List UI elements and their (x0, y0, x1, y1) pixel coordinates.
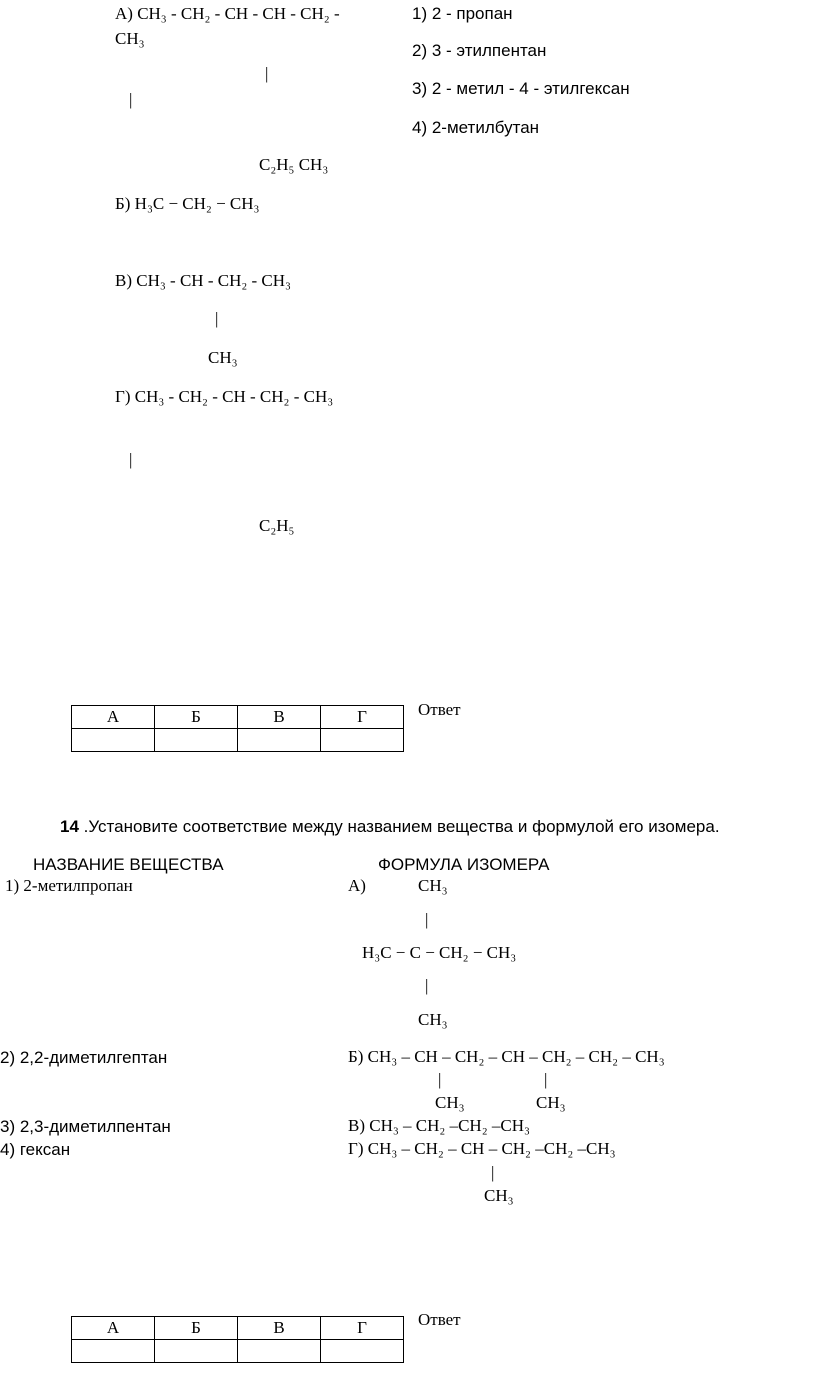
q14-answer-header-a: А (72, 1317, 155, 1340)
q14-prompt (60, 817, 720, 837)
q14-formula-g-main: Г) CH₃ – CH₂ – CH – CH₂ –CH₂ –CH₃ (348, 1139, 616, 1158)
q14-name-3: 3) 2,3-диметилпентан (0, 1117, 171, 1136)
q14-name-4: 4) гексан (0, 1140, 71, 1159)
q14-formula-a-bond-bottom: | (425, 976, 429, 995)
q13-formula-a-line2: CH₃ (115, 29, 145, 48)
q13-formula-a-bond-2: | (129, 90, 133, 109)
q13-option-2: 2) 3 - этилпентан (412, 41, 547, 60)
q13-formula-b: Б) H₃C − CH₂ − CH₃ (115, 194, 260, 213)
q13-formula-a-substituents: C₂H₅ CH₃ (259, 155, 329, 174)
q14-formula-b-sub-2: CH₃ (536, 1093, 566, 1112)
q14-answer-header-b: Б (155, 1317, 238, 1340)
q13-formula-a-line1: А) CH₃ - CH₂ - CH - CH - CH₂ - (115, 4, 340, 23)
q14-formula-g-sub: CH₃ (484, 1186, 514, 1205)
q14-name-1: 1) 2-метилпропан (5, 876, 133, 895)
q13-formula-v: В) CH₃ - CH - CH₂ - CH₃ (115, 271, 291, 290)
q14-answer-cell-b[interactable] (155, 1340, 238, 1363)
q14-answer-header-v: В (238, 1317, 321, 1340)
q13-formula-g-substituent: C₂H₅ (259, 516, 295, 535)
q13-answer-cell-a[interactable] (72, 729, 155, 752)
q13-formula-g: Г) CH₃ - CH₂ - CH - CH₂ - CH₃ (115, 387, 334, 406)
q14-answer-cell-a[interactable] (72, 1340, 155, 1363)
q14-formula-b-main: Б) CH₃ – CH – CH₂ – CH – CH₂ – CH₂ – CH₃ (348, 1047, 665, 1066)
q14-number: 14 (60, 817, 79, 836)
q14-answer-table (71, 1316, 404, 1363)
q14-formula-a-top: CH₃ (418, 876, 448, 895)
q13-option-3: 3) 2 - метил - 4 - этилгексан (412, 79, 630, 98)
q14-col-formula-header: ФОРМУЛА ИЗОМЕРА (378, 855, 550, 874)
q13-formula-v-substituent: CH₃ (208, 348, 238, 367)
q13-answer-cell-g[interactable] (321, 729, 404, 752)
q14-answer-cell-g[interactable] (321, 1340, 404, 1363)
q13-answer-header-v: В (238, 706, 321, 729)
q14-formula-b-sub-1: CH₃ (435, 1093, 465, 1112)
q14-formula-b-bond-2: | (544, 1070, 548, 1089)
q14-answer-header-g: Г (321, 1317, 404, 1340)
q14-formula-a-label: А) (348, 876, 366, 895)
q13-answer-table (71, 705, 404, 752)
q14-formula-a-bond-top: | (425, 910, 429, 929)
q13-answer-header-b: Б (155, 706, 238, 729)
q13-option-1: 1) 2 - пропан (412, 4, 513, 23)
q13-option-4: 4) 2-метилбутан (412, 118, 540, 137)
q13-formula-g-bond: | (129, 450, 133, 469)
q13-answer-header-g: Г (321, 706, 404, 729)
q14-answer-label: Ответ (418, 1310, 461, 1329)
q14-formula-v-main: В) CH₃ – CH₂ –CH₂ –CH₃ (348, 1116, 530, 1135)
q13-answer-header-a: А (72, 706, 155, 729)
q14-formula-g-bond: | (491, 1163, 495, 1182)
q13-answer-label: Ответ (418, 700, 461, 719)
q13-formula-v-bond: | (215, 309, 219, 328)
q14-answer-cell-v[interactable] (238, 1340, 321, 1363)
q14-formula-a-main: H₃C − C − CH₂ − CH₃ (362, 943, 517, 962)
q13-answer-cell-v[interactable] (238, 729, 321, 752)
q14-col-name-header: НАЗВАНИЕ ВЕЩЕСТВА (33, 855, 224, 874)
q14-name-2: 2) 2,2-диметилгептан (0, 1048, 168, 1067)
q13-formula-a-bond-1: | (265, 64, 269, 83)
q14-formula-b-bond-1: | (438, 1070, 442, 1089)
q14-prompt-text: .Установите соответствие между названием вещества и формулой его изомера. (78, 817, 720, 836)
q13-answer-cell-b[interactable] (155, 729, 238, 752)
q14-formula-a-bottom: CH₃ (418, 1010, 448, 1029)
